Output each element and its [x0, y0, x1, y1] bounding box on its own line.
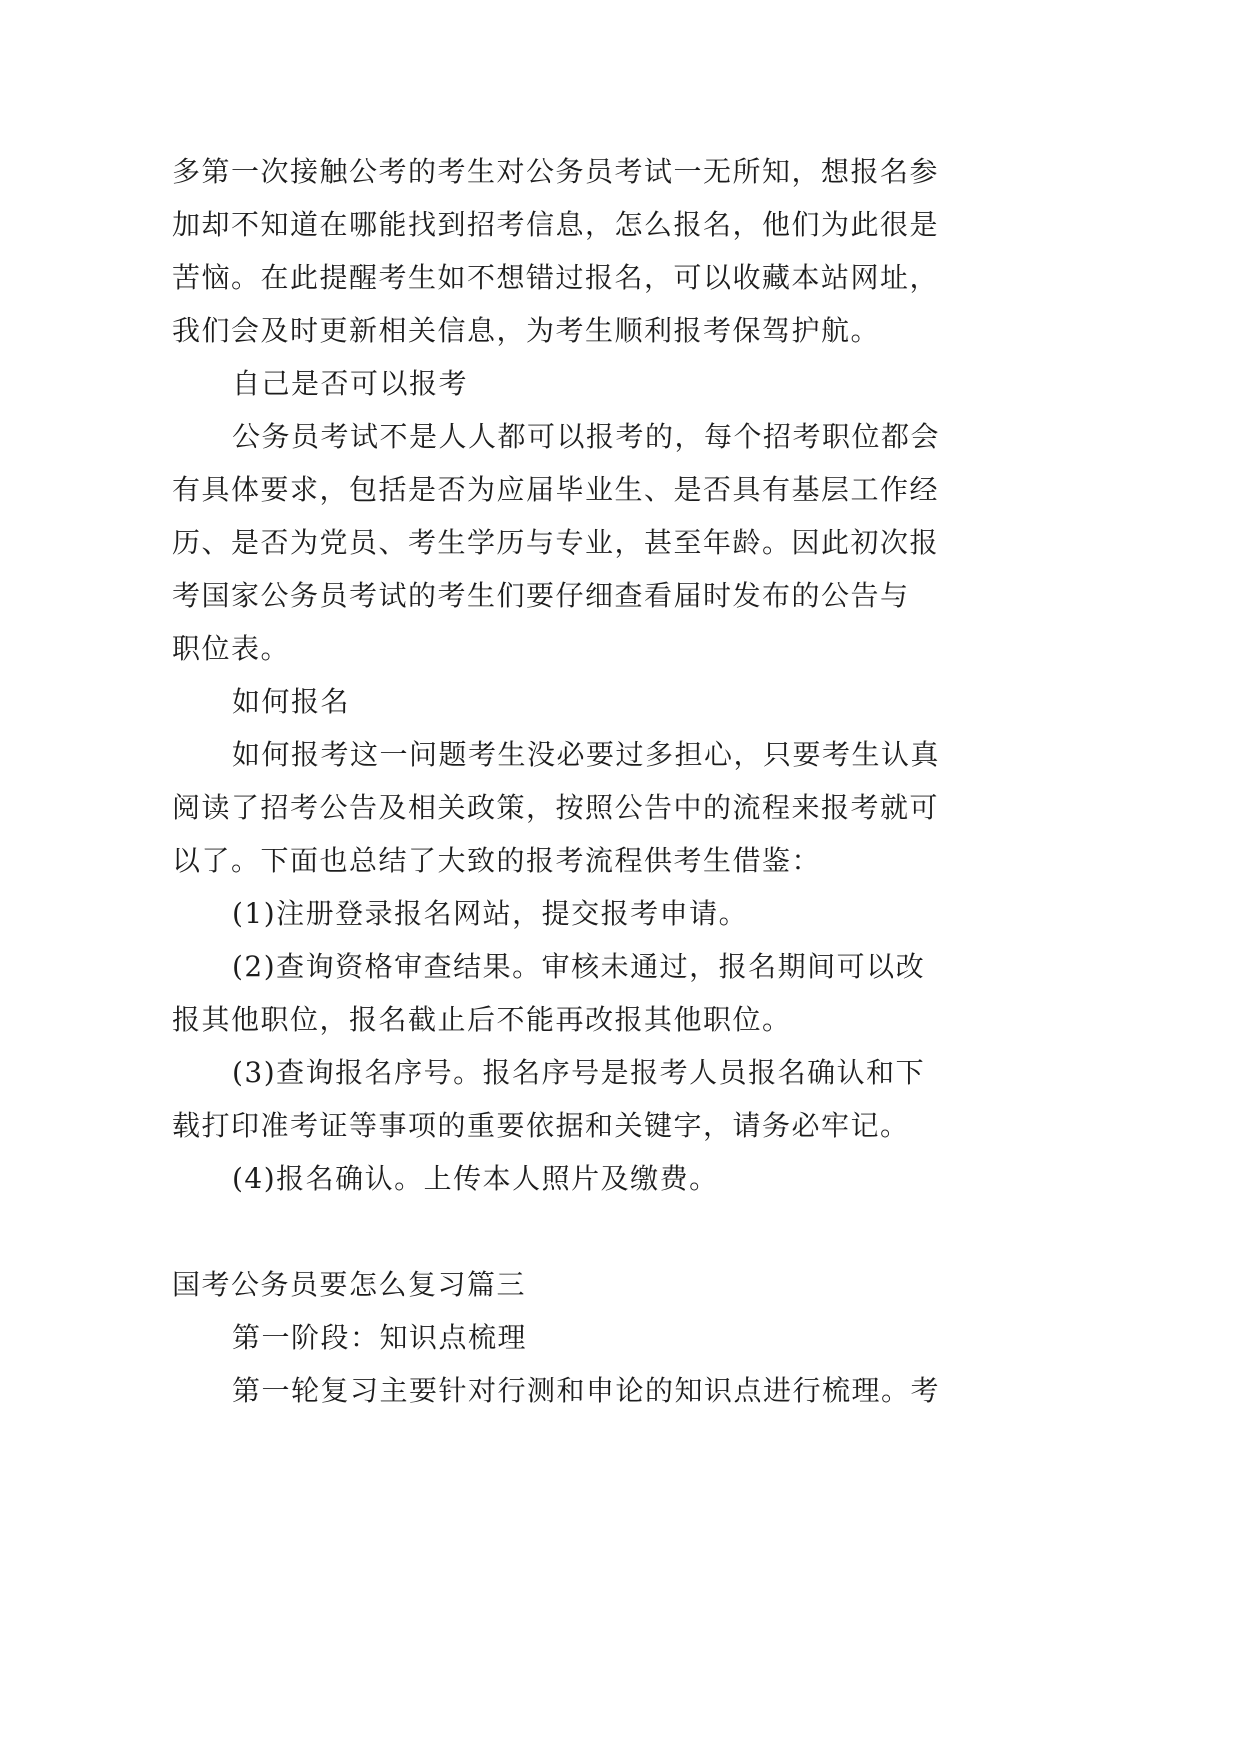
- paragraph-line: 历、是否为党员、考生学历与专业，甚至年龄。因此初次报: [172, 526, 940, 559]
- step-item-3-continued: 载打印准考证等事项的重要依据和关键字，请务必牢记。: [172, 1109, 910, 1142]
- paragraph-line: 职位表。: [172, 632, 291, 665]
- paragraph-line: 考国家公务员考试的考生们要仔细查看届时发布的公告与: [172, 579, 910, 612]
- subheading-eligibility: 自己是否可以报考: [232, 367, 469, 400]
- document-body: [172, 145, 1132, 1417]
- paragraph-line: 有具体要求，包括是否为应届毕业生、是否具有基层工作经: [172, 473, 940, 506]
- section-title: 国考公务员要怎么复习篇三: [172, 1268, 527, 1301]
- paragraph-line: 阅读了招考公告及相关政策，按照公告中的流程来报考就可: [172, 791, 940, 824]
- step-item-3: (3)查询报名序号。报名序号是报考人员报名确认和下: [232, 1056, 926, 1089]
- paragraph-line: 多第一次接触公考的考生对公务员考试一无所知，想报名参: [172, 155, 940, 188]
- paragraph-line: 以了。下面也总结了大致的报考流程供考生借鉴：: [172, 844, 822, 877]
- paragraph-line: 加却不知道在哪能找到招考信息，怎么报名，他们为此很是: [172, 208, 940, 241]
- paragraph-line: 公务员考试不是人人都可以报考的，每个招考职位都会: [232, 420, 941, 453]
- step-item-1: (1)注册登录报名网站，提交报考申请。: [232, 897, 749, 930]
- subheading-how-to-register: 如何报名: [232, 685, 351, 718]
- paragraph-line: 我们会及时更新相关信息，为考生顺利报考保驾护航。: [172, 314, 881, 347]
- paragraph-line: 第一轮复习主要针对行测和申论的知识点进行梳理。考: [232, 1374, 941, 1407]
- step-item-2: (2)查询资格审查结果。审核未通过，报名期间可以改: [232, 950, 926, 983]
- paragraph-line: 苦恼。在此提醒考生如不想错过报名，可以收藏本站网址，: [172, 261, 940, 294]
- step-item-2-continued: 报其他职位，报名截止后不能再改报其他职位。: [172, 1003, 792, 1036]
- blank-line: [172, 1205, 1132, 1258]
- subheading-stage-one: 第一阶段：知识点梳理: [232, 1321, 528, 1354]
- paragraph-line: 如何报考这一问题考生没必要过多担心，只要考生认真: [232, 738, 941, 771]
- step-item-4: (4)报名确认。上传本人照片及缴费。: [232, 1162, 719, 1195]
